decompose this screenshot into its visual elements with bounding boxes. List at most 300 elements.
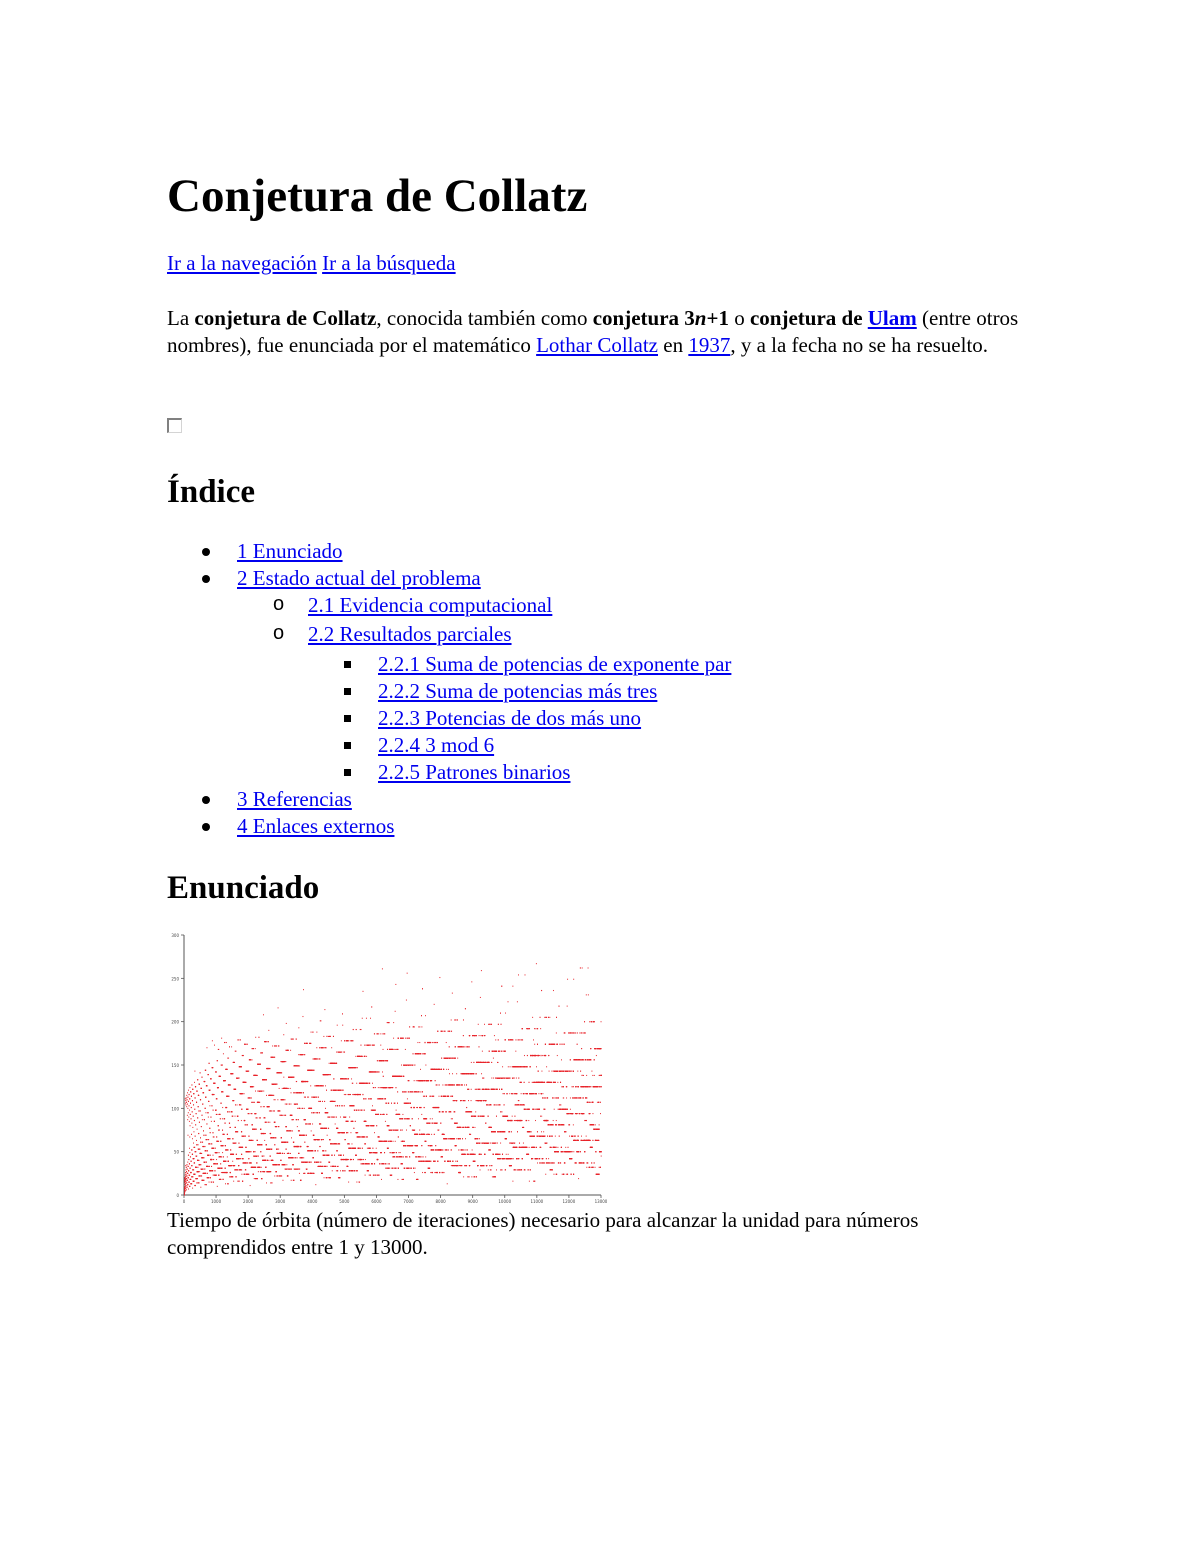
data-point xyxy=(209,1128,210,1129)
data-point xyxy=(319,1085,320,1086)
y-tick-label: 250 xyxy=(171,976,179,982)
data-point xyxy=(278,1126,279,1127)
data-point xyxy=(245,1136,246,1137)
x-tick-label: 5000 xyxy=(339,1199,350,1203)
data-point xyxy=(247,1044,248,1045)
data-point xyxy=(285,1088,286,1089)
data-point xyxy=(233,1073,234,1074)
data-point xyxy=(313,1157,314,1158)
data-point xyxy=(271,1149,272,1150)
data-point xyxy=(282,1153,283,1154)
data-point xyxy=(226,1042,227,1043)
data-point xyxy=(202,1157,203,1158)
data-point xyxy=(216,1175,217,1176)
term-ulam: conjetura de Ulam xyxy=(749,306,917,330)
data-point xyxy=(319,1112,320,1113)
data-point xyxy=(229,1046,230,1047)
data-point xyxy=(279,1088,280,1089)
data-point xyxy=(191,1183,192,1184)
data-point xyxy=(195,1174,196,1175)
data-point xyxy=(195,1097,196,1098)
data-point xyxy=(283,1180,284,1181)
toc-item[interactable]: 2.2.4 3 mod 6 xyxy=(378,733,495,757)
data-point xyxy=(269,1110,270,1111)
data-point xyxy=(304,1097,305,1098)
data-point xyxy=(318,1058,319,1059)
data-point xyxy=(263,1014,264,1015)
data-point xyxy=(333,1036,334,1037)
data-point xyxy=(286,1164,287,1165)
data-point xyxy=(320,1123,321,1124)
data-point xyxy=(301,1135,302,1136)
data-point xyxy=(200,1175,201,1176)
data-point xyxy=(243,1158,244,1159)
data-point xyxy=(278,1045,279,1046)
data-point xyxy=(197,1144,198,1145)
data-point xyxy=(260,1064,261,1065)
data-point xyxy=(187,1175,188,1176)
data-point xyxy=(283,1034,284,1035)
data-point xyxy=(276,1164,277,1165)
data-point xyxy=(186,1095,187,1096)
data-point xyxy=(192,1127,193,1128)
data-point xyxy=(304,1043,305,1044)
data-point xyxy=(292,1130,293,1131)
data-point xyxy=(270,1156,271,1157)
data-point xyxy=(266,1122,267,1123)
data-point xyxy=(189,1148,190,1149)
data-point xyxy=(257,1075,258,1076)
data-point xyxy=(302,1108,303,1109)
data-point xyxy=(190,1103,191,1104)
data-point xyxy=(335,1166,336,1167)
data-point xyxy=(238,1116,239,1117)
data-point xyxy=(230,1149,231,1150)
data-point xyxy=(304,1173,305,1174)
data-point xyxy=(224,1042,225,1043)
data-point xyxy=(273,1160,274,1161)
data-point xyxy=(233,1138,234,1139)
data-point xyxy=(332,1090,333,1091)
data-point xyxy=(187,1108,188,1109)
lothar-collatz-link[interactable]: Lothar Collatz xyxy=(536,332,658,357)
data-point xyxy=(313,1058,314,1059)
data-point xyxy=(339,1132,340,1133)
data-point xyxy=(283,1077,284,1078)
data-point xyxy=(253,1174,254,1175)
data-point xyxy=(253,1048,254,1049)
data-point xyxy=(206,1150,207,1151)
toc-item[interactable]: 2.2.5 Patrones binarios xyxy=(378,760,571,784)
data-point xyxy=(192,1111,193,1112)
data-point xyxy=(304,1054,305,1055)
data-point xyxy=(288,1050,289,1051)
data-point xyxy=(281,1115,282,1116)
data-point xyxy=(225,1080,226,1081)
toc-item[interactable]: 1 Enunciado xyxy=(237,539,343,563)
data-point xyxy=(194,1109,195,1110)
data-point xyxy=(340,1117,341,1118)
data-point xyxy=(198,1110,199,1111)
data-point xyxy=(190,1125,191,1126)
data-point xyxy=(331,1117,332,1118)
y-tick-label: 100 xyxy=(171,1106,179,1112)
data-point xyxy=(218,1175,219,1176)
data-point xyxy=(198,1095,199,1096)
data-point xyxy=(275,1099,276,1100)
data-point xyxy=(266,1079,267,1080)
data-point xyxy=(213,1175,214,1176)
toc-bullet xyxy=(202,823,210,831)
data-point xyxy=(227,1111,228,1112)
data-point xyxy=(219,1152,220,1153)
toc-item[interactable]: 4 Enlaces externos xyxy=(237,814,395,838)
data-point xyxy=(185,1104,186,1105)
data-point xyxy=(329,1177,330,1178)
data-point xyxy=(286,1126,287,1127)
data-point xyxy=(298,1054,299,1055)
data-point xyxy=(217,1060,218,1061)
toc-item[interactable]: 3 Referencias xyxy=(237,787,352,811)
data-point xyxy=(308,1146,309,1147)
data-point xyxy=(215,1083,216,1084)
intro-paragraph: La conjetura de Collatz, conocida también como conjetura 3n+1 o conjetura de Ulam (entre otros nombres), fue enunciada por el matemático Lothar Collatz en 1937, y a la fecha no se ha resuelto. xyxy=(167,306,1019,357)
data-point xyxy=(185,1190,186,1191)
data-point xyxy=(297,1104,298,1105)
data-point xyxy=(334,1078,335,1079)
data-point xyxy=(216,1163,217,1164)
data-point xyxy=(268,1030,269,1031)
data-point xyxy=(301,1135,302,1136)
data-point xyxy=(198,1171,199,1172)
data-point xyxy=(311,1032,312,1033)
data-point xyxy=(222,1130,223,1131)
toc-item[interactable]: 2.1 Evidencia computacional xyxy=(308,593,553,617)
data-point xyxy=(340,1052,341,1053)
data-point xyxy=(204,1119,205,1120)
data-point xyxy=(303,1016,304,1017)
data-point xyxy=(285,1142,286,1143)
data-point xyxy=(189,1136,190,1137)
data-point xyxy=(327,1135,328,1136)
data-point xyxy=(287,1088,288,1089)
data-point xyxy=(202,1119,203,1120)
data-point xyxy=(204,1146,205,1147)
data-point xyxy=(197,1091,198,1092)
data-point xyxy=(187,1119,188,1120)
data-point xyxy=(308,1173,309,1174)
data-point xyxy=(297,1108,298,1109)
data-point xyxy=(200,1072,201,1073)
data-point xyxy=(208,1074,209,1075)
data-point xyxy=(188,1188,189,1189)
data-point xyxy=(285,1104,286,1105)
data-point xyxy=(262,1091,263,1092)
data-point xyxy=(187,1169,188,1170)
data-point xyxy=(298,1027,299,1028)
x-tick-label: 3000 xyxy=(275,1199,286,1203)
data-point xyxy=(282,1115,283,1116)
data-point xyxy=(337,1150,338,1151)
data-point xyxy=(333,1101,334,1102)
data-point xyxy=(251,1162,252,1163)
data-point xyxy=(253,1102,254,1103)
toc-item[interactable]: 2 Estado actual del problema xyxy=(237,566,481,590)
data-point xyxy=(187,1092,188,1093)
data-point xyxy=(293,1092,294,1093)
data-point xyxy=(249,1136,250,1137)
data-point xyxy=(240,1104,241,1105)
data-point xyxy=(311,1130,312,1131)
data-point xyxy=(210,1143,211,1144)
data-point xyxy=(187,1164,188,1165)
data-point xyxy=(332,1155,333,1156)
data-point xyxy=(196,1140,197,1141)
data-point xyxy=(261,1171,262,1172)
data-point xyxy=(199,1084,200,1085)
data-point xyxy=(204,1081,205,1082)
data-point xyxy=(186,1171,187,1172)
data-point xyxy=(291,1169,292,1170)
skip-to-search-link[interactable]: Ir a la búsqueda xyxy=(322,251,456,275)
data-point xyxy=(287,1153,288,1154)
data-point xyxy=(229,1176,230,1177)
data-point xyxy=(189,1105,190,1106)
data-point xyxy=(207,1173,208,1174)
data-point xyxy=(211,1182,212,1183)
data-point xyxy=(317,1058,318,1059)
data-point xyxy=(188,1101,189,1102)
toc-toggle-checkbox[interactable] xyxy=(167,418,182,433)
data-point xyxy=(260,1151,261,1152)
data-point xyxy=(248,1158,249,1159)
data-point xyxy=(250,1097,251,1098)
x-tick-label: 9000 xyxy=(467,1199,478,1203)
data-point xyxy=(323,1166,324,1167)
data-point xyxy=(260,1117,261,1118)
data-point xyxy=(243,1093,244,1094)
data-point xyxy=(199,1164,200,1165)
data-point xyxy=(304,1142,305,1143)
data-point xyxy=(266,1167,267,1168)
data-point xyxy=(287,1169,288,1170)
data-point xyxy=(262,1052,263,1053)
data-point xyxy=(296,1081,297,1082)
data-point xyxy=(293,1142,294,1143)
data-point xyxy=(186,1178,187,1179)
data-point xyxy=(188,1159,189,1160)
data-point xyxy=(293,1164,294,1165)
data-point xyxy=(185,1169,186,1170)
data-point xyxy=(197,1129,198,1130)
data-point xyxy=(213,1182,214,1183)
data-point xyxy=(189,1186,190,1187)
data-point xyxy=(195,1124,196,1125)
data-point xyxy=(323,1047,324,1048)
data-point xyxy=(190,1091,191,1092)
data-point xyxy=(232,1111,233,1112)
data-point xyxy=(251,1140,252,1141)
data-point xyxy=(237,1169,238,1170)
data-point xyxy=(332,1063,333,1064)
data-point xyxy=(236,1051,237,1052)
data-point xyxy=(188,1184,189,1185)
data-point xyxy=(185,1100,186,1101)
data-point xyxy=(212,1105,213,1106)
data-point xyxy=(264,1171,265,1172)
data-point xyxy=(203,1180,204,1181)
data-point xyxy=(318,1097,319,1098)
data-point xyxy=(253,1086,254,1087)
ulam-link[interactable]: Ulam xyxy=(867,306,917,330)
data-point xyxy=(209,1182,210,1183)
data-point xyxy=(264,1106,265,1107)
data-point xyxy=(224,1080,225,1081)
data-point xyxy=(310,1085,311,1086)
data-point xyxy=(272,1045,273,1046)
data-point xyxy=(227,1058,228,1059)
data-point xyxy=(196,1102,197,1103)
data-point xyxy=(337,1025,338,1026)
data-point xyxy=(191,1172,192,1173)
data-point xyxy=(200,1137,201,1138)
data-point xyxy=(225,1168,226,1169)
data-point xyxy=(199,1171,200,1172)
data-point xyxy=(318,1162,319,1163)
data-point xyxy=(251,1113,252,1114)
data-point xyxy=(297,1126,298,1127)
data-point xyxy=(290,1153,291,1154)
toc-item[interactable]: 2.2.1 Suma de potencias de exponente par xyxy=(378,652,732,676)
data-point xyxy=(334,1117,335,1118)
data-point xyxy=(222,1168,223,1169)
data-point xyxy=(326,1047,327,1048)
data-point xyxy=(196,1113,197,1114)
data-point xyxy=(186,1106,187,1107)
data-point xyxy=(187,1180,188,1181)
data-point xyxy=(210,1132,211,1133)
data-point xyxy=(339,1143,340,1144)
data-point xyxy=(212,1170,213,1171)
data-point xyxy=(335,1101,336,1102)
data-point xyxy=(267,1160,268,1161)
data-point xyxy=(336,1117,337,1118)
data-point xyxy=(263,1156,264,1157)
data-point xyxy=(284,1164,285,1165)
data-point xyxy=(209,1105,210,1106)
data-point xyxy=(306,1135,307,1136)
data-point xyxy=(316,1047,317,1048)
year-1937-link[interactable]: 1937 xyxy=(688,332,731,357)
toc-item[interactable]: 2.2.3 Potencias de dos más uno xyxy=(378,706,642,730)
data-point xyxy=(245,1124,246,1125)
data-point xyxy=(189,1087,190,1088)
data-point xyxy=(187,1104,188,1105)
data-point xyxy=(303,1054,304,1055)
data-point xyxy=(312,1123,313,1124)
data-point xyxy=(338,1155,339,1156)
data-point xyxy=(280,1072,281,1073)
data-point xyxy=(205,1112,206,1113)
toc-bullet xyxy=(344,715,351,722)
data-point xyxy=(196,1182,197,1183)
data-point xyxy=(310,1123,311,1124)
toc-item[interactable]: 2.2.2 Suma de potencias más tres xyxy=(378,679,658,703)
data-point xyxy=(217,1163,218,1164)
data-point xyxy=(257,1178,258,1179)
data-point xyxy=(187,1187,188,1188)
toc-item[interactable]: 2.2 Resultados parciales xyxy=(308,622,512,646)
data-point xyxy=(248,1071,249,1072)
data-point xyxy=(216,1136,217,1137)
data-point xyxy=(278,1149,279,1150)
x-tick-label: 4000 xyxy=(307,1199,318,1203)
data-point xyxy=(270,1110,271,1111)
data-point xyxy=(236,1154,237,1155)
data-point xyxy=(317,1150,318,1151)
data-point xyxy=(274,1175,275,1176)
data-point xyxy=(220,1076,221,1077)
data-point xyxy=(259,1064,260,1065)
data-point xyxy=(246,1147,247,1148)
data-point xyxy=(212,1067,213,1068)
data-point xyxy=(207,1085,208,1086)
data-point xyxy=(273,1110,274,1111)
data-point xyxy=(200,1153,201,1154)
data-point xyxy=(194,1181,195,1182)
data-point xyxy=(201,1142,202,1143)
data-point xyxy=(326,1090,327,1091)
data-point xyxy=(305,1097,306,1098)
data-point xyxy=(225,1123,226,1124)
data-point xyxy=(197,1079,198,1080)
data-point xyxy=(287,1104,288,1105)
data-point xyxy=(275,1137,276,1138)
data-point xyxy=(244,1136,245,1137)
data-point xyxy=(275,1144,276,1145)
data-point xyxy=(281,1175,282,1176)
data-point xyxy=(275,1122,276,1123)
data-point xyxy=(192,1165,193,1166)
data-point xyxy=(320,1146,321,1147)
data-point xyxy=(225,1145,226,1146)
data-point xyxy=(185,1172,186,1173)
toc-bullet xyxy=(202,548,210,556)
data-point xyxy=(188,1170,189,1171)
data-point xyxy=(223,1145,224,1146)
data-point xyxy=(190,1114,191,1115)
data-point xyxy=(208,1112,209,1113)
data-point xyxy=(217,1152,218,1153)
data-point xyxy=(207,1166,208,1167)
data-point xyxy=(269,1171,270,1172)
data-point xyxy=(219,1130,220,1131)
data-point xyxy=(269,1122,270,1123)
skip-to-navigation-link[interactable]: Ir a la navegación xyxy=(167,251,317,275)
data-point xyxy=(258,1037,259,1038)
data-point xyxy=(270,1133,271,1134)
data-point xyxy=(199,1149,200,1150)
data-point xyxy=(284,1099,285,1100)
data-point xyxy=(342,1090,343,1091)
x-tick-label: 8000 xyxy=(435,1199,446,1203)
toc-bullet xyxy=(344,661,351,668)
data-point xyxy=(192,1149,193,1150)
data-point xyxy=(245,1169,246,1170)
data-point xyxy=(206,1123,207,1124)
data-point xyxy=(221,1156,222,1157)
data-point xyxy=(253,1140,254,1141)
